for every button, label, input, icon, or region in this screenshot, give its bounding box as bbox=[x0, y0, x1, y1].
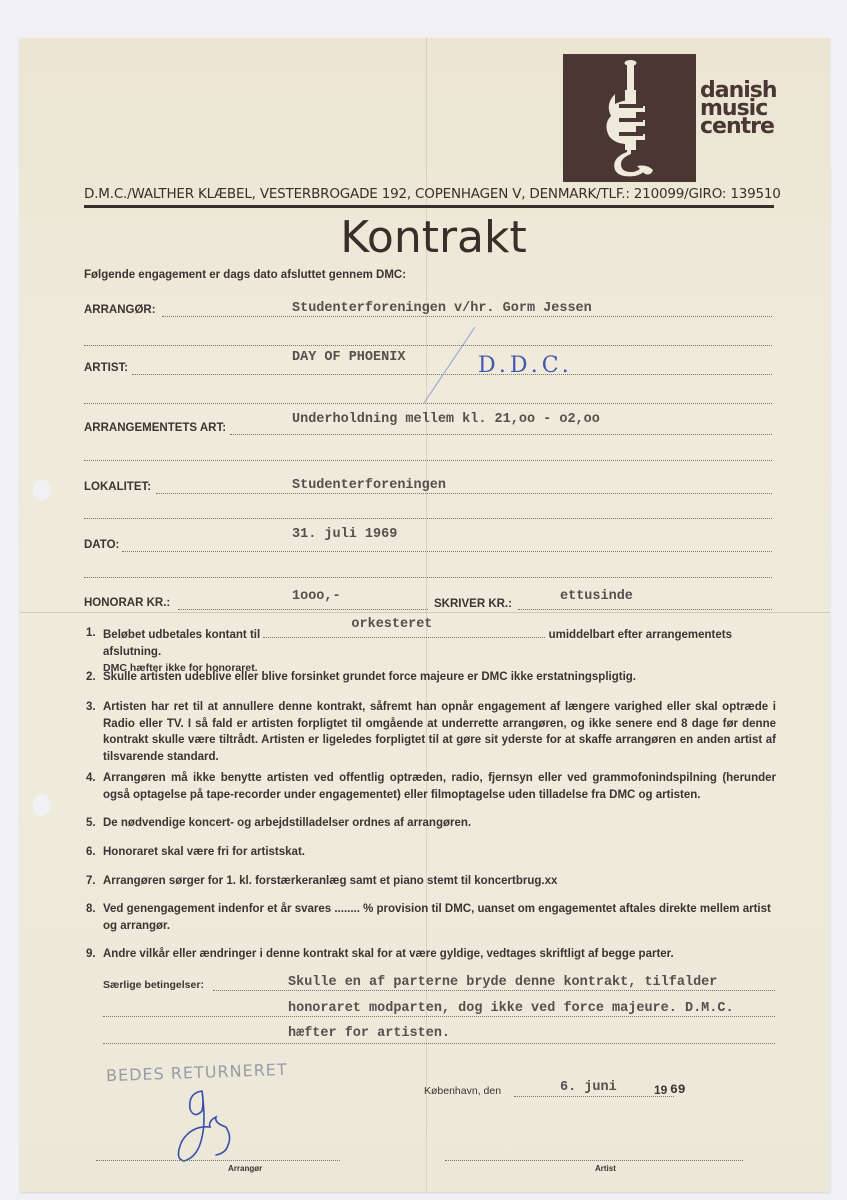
document-title: Kontrakt bbox=[340, 212, 527, 263]
clause-1-pre: Beløbet udbetales kontant til bbox=[103, 629, 261, 641]
clause-number: 2. bbox=[86, 671, 96, 683]
art-line bbox=[230, 434, 772, 435]
handwritten-signature-icon bbox=[170, 1085, 263, 1175]
dmc-logo bbox=[563, 54, 696, 182]
blank-line bbox=[84, 403, 772, 404]
clause-1-line2: DMC hæfter ikke for honoraret. bbox=[103, 662, 258, 674]
dmc-logo-wordmark bbox=[700, 78, 777, 139]
clause-3 bbox=[86, 699, 776, 765]
special-line bbox=[103, 1043, 775, 1044]
year-value: 69 bbox=[670, 1082, 686, 1097]
skriver-value: ettusinde bbox=[560, 589, 633, 604]
arrangor-label: ARRANGØR: bbox=[84, 304, 156, 316]
punch-hole-icon bbox=[33, 479, 51, 501]
dato-line bbox=[122, 551, 772, 552]
arrangor-value: Studenterforeningen v/hr. Gorm Jessen bbox=[292, 301, 592, 316]
clause-7 bbox=[86, 873, 776, 890]
clause-body: De nødvendige koncert- og arbejdstilladelser ordnes af arrangøren. bbox=[103, 817, 472, 829]
clause-body: Arrangøren sørger for 1. kl. forstærkeranlæg samt et piano stemt til koncertbrug.xx bbox=[103, 875, 558, 887]
payee-value: orkesteret bbox=[351, 617, 433, 632]
intro-text: Følgende engagement er dags dato afsluttet gennem DMC: bbox=[84, 269, 407, 281]
year-prefix: 19 bbox=[654, 1083, 668, 1097]
skriver-line bbox=[518, 609, 772, 610]
logo-line-music: music bbox=[700, 96, 768, 121]
art-label: ARRANGEMENTETS ART: bbox=[84, 422, 227, 434]
clause-number: 8. bbox=[86, 903, 96, 915]
lokalitet-label: LOKALITET: bbox=[84, 481, 152, 493]
lokalitet-value: Studenterforeningen bbox=[292, 478, 446, 493]
special-line bbox=[213, 990, 775, 991]
honorar-value: 1ooo,- bbox=[292, 589, 341, 604]
clause-8 bbox=[86, 901, 776, 934]
blank-line bbox=[84, 518, 772, 519]
special-terms-label: Særlige betingelser: bbox=[103, 979, 204, 991]
arrangor-line bbox=[162, 316, 772, 317]
clause-6 bbox=[86, 844, 776, 861]
signing-date-value: 6. juni bbox=[560, 1080, 617, 1095]
lokalitet-line bbox=[156, 493, 772, 494]
clause-number: 7. bbox=[86, 875, 96, 887]
handwritten-note: D.D.C. bbox=[478, 353, 573, 378]
honorar-line bbox=[178, 609, 428, 610]
clause-body: Artisten har ret til at annullere denne kontrakt, såfremt han opnår engagement af længere varighed eller skal optræde i Radio eller TV. I så fald er artisten forpligtet til omgående at underrette arrangøren, og ikke senere end 8 dage før denne kontrakt skulle være tiltrådt. Artisten er ligeledes forpligtet til at gøre sit yderste for at skaffe arrangøren en anden artist af tilsvarende standard. bbox=[103, 701, 776, 763]
pen-stroke-icon bbox=[420, 325, 500, 405]
clause-number: 4. bbox=[86, 772, 96, 784]
date-line bbox=[514, 1096, 674, 1097]
honorar-label: HONORAR KR.: bbox=[84, 597, 171, 609]
trumpet-clef-logo-icon bbox=[563, 54, 696, 182]
place-label: København, den bbox=[424, 1085, 502, 1097]
clause-number: 1. bbox=[86, 627, 96, 639]
clause-body: Ved genengagement indenfor et år svares ........ % provision til DMC, uanset om engagementet aftales direkte mellem artist og arrangør. bbox=[103, 903, 771, 932]
punch-hole-icon bbox=[33, 794, 51, 816]
artist-label: ARTIST: bbox=[84, 362, 129, 374]
return-stamp: BEDES RETURNERET bbox=[105, 1059, 288, 1086]
clause-9 bbox=[86, 946, 776, 963]
clause-number: 3. bbox=[86, 701, 96, 713]
blank-line bbox=[84, 460, 772, 461]
clause-1-post: umiddelbart efter arrangementets afslutning. bbox=[103, 629, 733, 658]
logo-line-danish: danish bbox=[700, 78, 777, 103]
special-line bbox=[103, 1016, 775, 1017]
logo-line-centre: centre bbox=[700, 114, 774, 139]
clause-body: Skulle artisten udeblive eller blive forsinket grundet force majeure er DMC ikke erstatningspligtig. bbox=[103, 671, 636, 683]
artist-signature-line bbox=[445, 1160, 743, 1161]
payee-fill-line bbox=[263, 617, 545, 638]
special-terms-line-2: honoraret modparten, dog ikke ved force majeure. D.M.C. bbox=[288, 1001, 734, 1016]
clause-4 bbox=[86, 770, 776, 803]
arranger-signature-line bbox=[96, 1160, 340, 1161]
blank-line bbox=[84, 577, 772, 578]
clause-number: 9. bbox=[86, 948, 96, 960]
clause-number: 6. bbox=[86, 846, 96, 858]
clause-body: Andre vilkår eller ændringer i denne kontrakt skal for at være gyldige, vedtages skriftligt af begge parter. bbox=[103, 948, 674, 960]
fold-crease-horizontal bbox=[20, 612, 830, 613]
header-rule bbox=[84, 205, 774, 208]
company-address: D.M.C./WALTHER KLÆBEL, VESTERBROGADE 192, COPENHAGEN V, DENMARK/TLF.: 210099/GIRO: 139510 bbox=[84, 186, 781, 202]
special-terms-line-3: hæfter for artisten. bbox=[288, 1026, 451, 1041]
clause-body: Honoraret skal være fri for artistskat. bbox=[103, 846, 305, 858]
skriver-label: SKRIVER KR.: bbox=[434, 598, 512, 610]
clause-5 bbox=[86, 815, 776, 832]
clause-number: 5. bbox=[86, 817, 96, 829]
clause-body: Arrangøren må ikke benytte artisten ved offentlig optræden, radio, fjernsyn eller ved grammofonindspilning (herunder også optagelse på tape-recorder under engagementet) eller filmoptagelse uden tilladelse fra DMC og artisten. bbox=[103, 772, 776, 801]
art-value: Underholdning mellem kl. 21,oo - o2,oo bbox=[292, 412, 600, 427]
dato-label: DATO: bbox=[84, 539, 120, 551]
clause-2 bbox=[86, 669, 776, 686]
artist-sign-label: Artist bbox=[595, 1164, 616, 1173]
arranger-label: Arrangør bbox=[228, 1164, 263, 1173]
special-terms-line-1: Skulle en af parterne bryde denne kontrakt, tilfalder bbox=[288, 975, 718, 990]
artist-value: DAY OF PHOENIX bbox=[292, 350, 406, 365]
dato-value: 31. juli 1969 bbox=[292, 527, 398, 542]
